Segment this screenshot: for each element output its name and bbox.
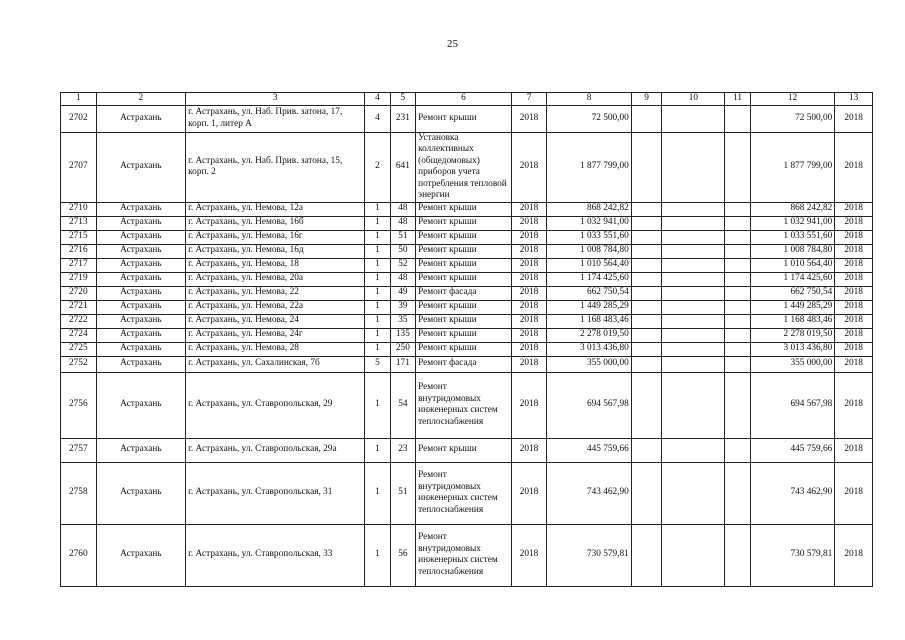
column-number: 4 <box>365 93 390 106</box>
year-cell: 2018 <box>511 524 547 586</box>
col10-cell <box>662 462 725 524</box>
row-id: 2758 <box>61 462 97 524</box>
year2-cell: 2018 <box>835 258 873 272</box>
year-cell: 2018 <box>511 300 547 314</box>
column-number: 11 <box>725 93 750 106</box>
col10-cell <box>662 328 725 342</box>
year-cell: 2018 <box>511 356 547 372</box>
col10-cell <box>662 314 725 328</box>
year2-cell: 2018 <box>835 105 873 132</box>
total-cell: 3 013 436,80 <box>750 342 834 356</box>
year2-cell: 2018 <box>835 230 873 244</box>
total-cell: 662 750,54 <box>750 286 834 300</box>
table-row <box>61 342 873 356</box>
total-cell: 730 579,81 <box>750 524 834 586</box>
row-id: 2757 <box>61 438 97 462</box>
year-cell: 2018 <box>511 216 547 230</box>
address-cell: г. Астрахань, ул. Сахалинская, 7б <box>186 356 365 372</box>
city-cell: Астрахань <box>96 300 186 314</box>
work-type-cell: Ремонт крыши <box>416 230 512 244</box>
row-id: 2752 <box>61 356 97 372</box>
work-type-cell: Ремонт крыши <box>416 314 512 328</box>
row-id: 2724 <box>61 328 97 342</box>
address-cell: г. Астрахань, ул. Немова, 22а <box>186 300 365 314</box>
cost-cell: 743 462,90 <box>547 462 631 524</box>
col9-cell <box>631 328 662 342</box>
table-row <box>61 524 873 586</box>
total-cell: 1 033 551,60 <box>750 230 834 244</box>
work-type-cell: Ремонт внутридомовых инженерных систем теплоснабжения <box>416 462 512 524</box>
cost-cell: 445 759,66 <box>547 438 631 462</box>
table-row <box>61 328 873 342</box>
year2-cell: 2018 <box>835 438 873 462</box>
column-number: 8 <box>547 93 631 106</box>
column-number: 5 <box>390 93 415 106</box>
total-cell: 1 010 564,40 <box>750 258 834 272</box>
table-row <box>61 356 873 372</box>
col9-cell <box>631 216 662 230</box>
city-cell: Астрахань <box>96 258 186 272</box>
total-cell: 355 000,00 <box>750 356 834 372</box>
address-cell: г. Астрахань, ул. Ставропольская, 29 <box>186 372 365 438</box>
address-cell: г. Астрахань, ул. Немова, 16б <box>186 216 365 230</box>
cost-cell: 694 567,98 <box>547 372 631 438</box>
year2-cell: 2018 <box>835 524 873 586</box>
col5-cell: 250 <box>390 342 415 356</box>
row-id: 2719 <box>61 272 97 286</box>
column-number: 10 <box>662 93 725 106</box>
year-cell: 2018 <box>511 105 547 132</box>
work-type-cell: Ремонт фасада <box>416 356 512 372</box>
table-row <box>61 202 873 216</box>
col5-cell: 171 <box>390 356 415 372</box>
work-type-cell: Ремонт крыши <box>416 342 512 356</box>
col10-cell <box>662 202 725 216</box>
total-cell: 1 877 799,00 <box>750 132 834 202</box>
address-cell: г. Астрахань, ул. Немова, 16г <box>186 230 365 244</box>
address-cell: г. Астрахань, ул. Ставропольская, 33 <box>186 524 365 586</box>
year2-cell: 2018 <box>835 462 873 524</box>
col5-cell: 51 <box>390 230 415 244</box>
col4-cell: 1 <box>365 462 390 524</box>
column-number: 1 <box>61 93 97 106</box>
year-cell: 2018 <box>511 286 547 300</box>
year2-cell: 2018 <box>835 286 873 300</box>
total-cell: 694 567,98 <box>750 372 834 438</box>
column-number: 13 <box>835 93 873 106</box>
address-cell: г. Астрахань, ул. Наб. Прив. затона, 17, корп. 1, литер А <box>186 105 365 132</box>
cost-cell: 1 449 285,29 <box>547 300 631 314</box>
col9-cell <box>631 524 662 586</box>
col9-cell <box>631 258 662 272</box>
city-cell: Астрахань <box>96 105 186 132</box>
col5-cell: 49 <box>390 286 415 300</box>
city-cell: Астрахань <box>96 314 186 328</box>
cost-cell: 72 500,00 <box>547 105 631 132</box>
row-id: 2722 <box>61 314 97 328</box>
col11-cell <box>725 216 750 230</box>
col10-cell <box>662 216 725 230</box>
total-cell: 868 242,82 <box>750 202 834 216</box>
work-type-cell: Ремонт внутридомовых инженерных систем теплоснабжения <box>416 372 512 438</box>
row-id: 2725 <box>61 342 97 356</box>
work-type-cell: Ремонт крыши <box>416 272 512 286</box>
col11-cell <box>725 258 750 272</box>
col11-cell <box>725 300 750 314</box>
year2-cell: 2018 <box>835 216 873 230</box>
col10-cell <box>662 286 725 300</box>
total-cell: 1 168 483,46 <box>750 314 834 328</box>
column-number: 9 <box>631 93 662 106</box>
table-row <box>61 300 873 314</box>
year-cell: 2018 <box>511 314 547 328</box>
address-cell: г. Астрахань, ул. Немова, 28 <box>186 342 365 356</box>
address-cell: г. Астрахань, ул. Немова, 16д <box>186 244 365 258</box>
col5-cell: 56 <box>390 524 415 586</box>
table-row <box>61 105 873 132</box>
city-cell: Астрахань <box>96 342 186 356</box>
col4-cell: 1 <box>365 314 390 328</box>
col4-cell: 1 <box>365 244 390 258</box>
col10-cell <box>662 244 725 258</box>
col10-cell <box>662 132 725 202</box>
col10-cell <box>662 356 725 372</box>
col11-cell <box>725 342 750 356</box>
col10-cell <box>662 524 725 586</box>
col11-cell <box>725 244 750 258</box>
total-cell: 445 759,66 <box>750 438 834 462</box>
city-cell: Астрахань <box>96 272 186 286</box>
year2-cell: 2018 <box>835 372 873 438</box>
year-cell: 2018 <box>511 328 547 342</box>
col5-cell: 50 <box>390 244 415 258</box>
table-row <box>61 372 873 438</box>
city-cell: Астрахань <box>96 216 186 230</box>
col9-cell <box>631 132 662 202</box>
table-row <box>61 216 873 230</box>
row-id: 2720 <box>61 286 97 300</box>
col9-cell <box>631 272 662 286</box>
work-type-cell: Ремонт крыши <box>416 300 512 314</box>
column-number: 3 <box>186 93 365 106</box>
year-cell: 2018 <box>511 342 547 356</box>
cost-cell: 1 033 551,60 <box>547 230 631 244</box>
col11-cell <box>725 328 750 342</box>
work-type-cell: Ремонт крыши <box>416 328 512 342</box>
table-row <box>61 132 873 202</box>
work-type-cell: Ремонт крыши <box>416 244 512 258</box>
cost-cell: 1 174 425,60 <box>547 272 631 286</box>
col9-cell <box>631 356 662 372</box>
work-type-cell: Установка коллективных (общедомовых) приборов учета потребления тепловой энергии <box>416 132 512 202</box>
address-cell: г. Астрахань, ул. Немова, 20а <box>186 272 365 286</box>
col5-cell: 23 <box>390 438 415 462</box>
col9-cell <box>631 230 662 244</box>
city-cell: Астрахань <box>96 462 186 524</box>
work-type-cell: Ремонт крыши <box>416 105 512 132</box>
year-cell: 2018 <box>511 272 547 286</box>
cost-cell: 3 013 436,80 <box>547 342 631 356</box>
col5-cell: 48 <box>390 272 415 286</box>
col5-cell: 231 <box>390 105 415 132</box>
col11-cell <box>725 132 750 202</box>
col4-cell: 1 <box>365 216 390 230</box>
work-type-cell: Ремонт крыши <box>416 202 512 216</box>
table-body <box>61 93 873 587</box>
row-id: 2717 <box>61 258 97 272</box>
table-row <box>61 258 873 272</box>
col10-cell <box>662 230 725 244</box>
col5-cell: 54 <box>390 372 415 438</box>
col9-cell <box>631 286 662 300</box>
city-cell: Астрахань <box>96 438 186 462</box>
col4-cell: 1 <box>365 524 390 586</box>
col11-cell <box>725 372 750 438</box>
col4-cell: 1 <box>365 286 390 300</box>
col10-cell <box>662 300 725 314</box>
cost-cell: 1 008 784,80 <box>547 244 631 258</box>
year-cell: 2018 <box>511 438 547 462</box>
cost-cell: 868 242,82 <box>547 202 631 216</box>
address-cell: г. Астрахань, ул. Ставропольская, 29а <box>186 438 365 462</box>
col9-cell <box>631 462 662 524</box>
column-number: 6 <box>416 93 512 106</box>
table-row <box>61 230 873 244</box>
work-type-cell: Ремонт внутридомовых инженерных систем теплоснабжения <box>416 524 512 586</box>
address-cell: г. Астрахань, ул. Наб. Прив. затона, 15, корп. 2 <box>186 132 365 202</box>
total-cell: 72 500,00 <box>750 105 834 132</box>
col10-cell <box>662 342 725 356</box>
col11-cell <box>725 202 750 216</box>
col11-cell <box>725 314 750 328</box>
col4-cell: 1 <box>365 300 390 314</box>
address-cell: г. Астрахань, ул. Немова, 18 <box>186 258 365 272</box>
cost-cell: 730 579,81 <box>547 524 631 586</box>
city-cell: Астрахань <box>96 230 186 244</box>
col4-cell: 4 <box>365 105 390 132</box>
col5-cell: 48 <box>390 202 415 216</box>
col11-cell <box>725 462 750 524</box>
work-type-cell: Ремонт крыши <box>416 258 512 272</box>
col9-cell <box>631 105 662 132</box>
address-cell: г. Астрахань, ул. Немова, 22 <box>186 286 365 300</box>
city-cell: Астрахань <box>96 372 186 438</box>
col4-cell: 1 <box>365 230 390 244</box>
year-cell: 2018 <box>511 230 547 244</box>
col9-cell <box>631 202 662 216</box>
work-type-cell: Ремонт крыши <box>416 216 512 230</box>
col4-cell: 1 <box>365 438 390 462</box>
year2-cell: 2018 <box>835 314 873 328</box>
column-number: 12 <box>750 93 834 106</box>
col10-cell <box>662 258 725 272</box>
year-cell: 2018 <box>511 202 547 216</box>
column-number: 7 <box>511 93 547 106</box>
city-cell: Астрахань <box>96 524 186 586</box>
col5-cell: 52 <box>390 258 415 272</box>
col9-cell <box>631 372 662 438</box>
work-type-cell: Ремонт крыши <box>416 438 512 462</box>
year2-cell: 2018 <box>835 356 873 372</box>
col9-cell <box>631 244 662 258</box>
city-cell: Астрахань <box>96 132 186 202</box>
address-cell: г. Астрахань, ул. Немова, 24г <box>186 328 365 342</box>
year2-cell: 2018 <box>835 202 873 216</box>
table-row <box>61 314 873 328</box>
col5-cell: 51 <box>390 462 415 524</box>
year2-cell: 2018 <box>835 342 873 356</box>
total-cell: 1 449 285,29 <box>750 300 834 314</box>
row-id: 2715 <box>61 230 97 244</box>
cost-cell: 1 032 941,00 <box>547 216 631 230</box>
row-id: 2710 <box>61 202 97 216</box>
table-row <box>61 438 873 462</box>
row-id: 2707 <box>61 132 97 202</box>
total-cell: 2 278 019,50 <box>750 328 834 342</box>
city-cell: Астрахань <box>96 244 186 258</box>
column-number: 2 <box>96 93 186 106</box>
col5-cell: 39 <box>390 300 415 314</box>
col5-cell: 35 <box>390 314 415 328</box>
row-id: 2716 <box>61 244 97 258</box>
col9-cell <box>631 314 662 328</box>
city-cell: Астрахань <box>96 356 186 372</box>
col11-cell <box>725 272 750 286</box>
col11-cell <box>725 356 750 372</box>
year-cell: 2018 <box>511 132 547 202</box>
row-id: 2756 <box>61 372 97 438</box>
year2-cell: 2018 <box>835 244 873 258</box>
col11-cell <box>725 524 750 586</box>
cost-cell: 1 877 799,00 <box>547 132 631 202</box>
row-id: 2760 <box>61 524 97 586</box>
city-cell: Астрахань <box>96 202 186 216</box>
city-cell: Астрахань <box>96 286 186 300</box>
col5-cell: 135 <box>390 328 415 342</box>
work-type-cell: Ремонт фасада <box>416 286 512 300</box>
cost-cell: 355 000,00 <box>547 356 631 372</box>
col9-cell <box>631 342 662 356</box>
total-cell: 1 032 941,00 <box>750 216 834 230</box>
cost-cell: 2 278 019,50 <box>547 328 631 342</box>
table-row <box>61 272 873 286</box>
year2-cell: 2018 <box>835 272 873 286</box>
col11-cell <box>725 230 750 244</box>
total-cell: 1 174 425,60 <box>750 272 834 286</box>
page-number: 25 <box>447 38 458 50</box>
total-cell: 1 008 784,80 <box>750 244 834 258</box>
col11-cell <box>725 105 750 132</box>
col11-cell <box>725 438 750 462</box>
col4-cell: 1 <box>365 202 390 216</box>
col10-cell <box>662 438 725 462</box>
address-cell: г. Астрахань, ул. Немова, 24 <box>186 314 365 328</box>
col4-cell: 2 <box>365 132 390 202</box>
table-row <box>61 286 873 300</box>
city-cell: Астрахань <box>96 328 186 342</box>
total-cell: 743 462,90 <box>750 462 834 524</box>
col5-cell: 641 <box>390 132 415 202</box>
year-cell: 2018 <box>511 244 547 258</box>
year2-cell: 2018 <box>835 132 873 202</box>
year-cell: 2018 <box>511 462 547 524</box>
table-row <box>61 244 873 258</box>
year-cell: 2018 <box>511 258 547 272</box>
cost-cell: 662 750,54 <box>547 286 631 300</box>
col4-cell: 1 <box>365 372 390 438</box>
col5-cell: 48 <box>390 216 415 230</box>
year-cell: 2018 <box>511 372 547 438</box>
col4-cell: 1 <box>365 258 390 272</box>
col9-cell <box>631 438 662 462</box>
col9-cell <box>631 300 662 314</box>
col11-cell <box>725 286 750 300</box>
cost-cell: 1 168 483,46 <box>547 314 631 328</box>
col10-cell <box>662 105 725 132</box>
col10-cell <box>662 372 725 438</box>
cost-cell: 1 010 564,40 <box>547 258 631 272</box>
row-id: 2721 <box>61 300 97 314</box>
col10-cell <box>662 272 725 286</box>
year2-cell: 2018 <box>835 328 873 342</box>
year2-cell: 2018 <box>835 300 873 314</box>
repair-schedule-table <box>60 92 873 587</box>
table-row <box>61 462 873 524</box>
col4-cell: 1 <box>365 328 390 342</box>
row-id: 2702 <box>61 105 97 132</box>
col4-cell: 1 <box>365 272 390 286</box>
col4-cell: 5 <box>365 356 390 372</box>
column-number-row <box>61 93 873 106</box>
address-cell: г. Астрахань, ул. Немова, 12а <box>186 202 365 216</box>
row-id: 2713 <box>61 216 97 230</box>
address-cell: г. Астрахань, ул. Ставропольская, 31 <box>186 462 365 524</box>
col4-cell: 1 <box>365 342 390 356</box>
